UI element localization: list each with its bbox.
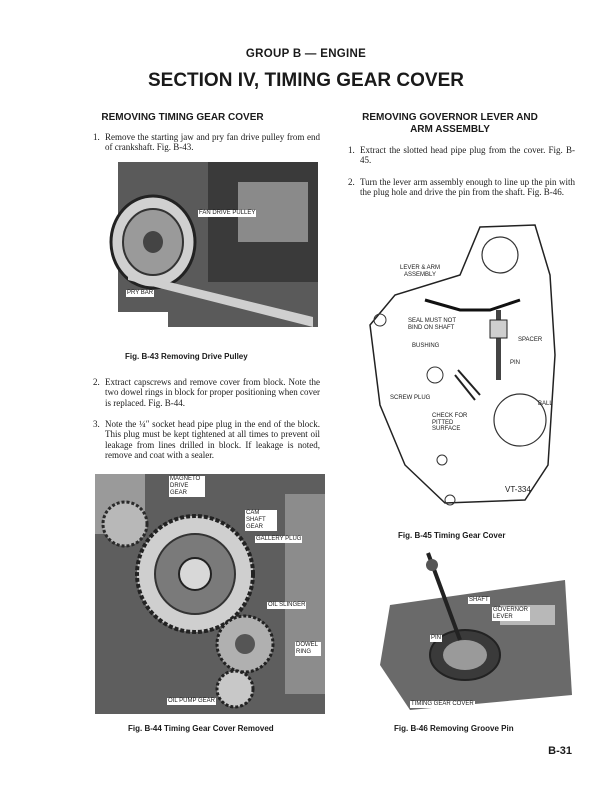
label-pin: PIN: [510, 360, 521, 366]
label-oil-pump-gear: OIL PUMP GEAR: [168, 698, 216, 704]
fig-b44-caption: Fig. B-44 Timing Gear Cover Removed: [128, 724, 274, 733]
step-text: Note the ¼″ socket head pipe plug in the end of the block. This plug must be kept tightened at all times to prevent oil leakage from lines drilled in block. If leakage is noted, remove and coat with a sealer.: [105, 419, 320, 461]
label-bushing: BUSHING: [412, 343, 440, 349]
label-governor-lever: GOVERNOR LEVER: [493, 607, 529, 620]
label-screw-plug: SCREW PLUG: [390, 395, 431, 401]
page-number: B-31: [548, 745, 572, 757]
label-gallery-plug: GALLERY PLUG: [256, 536, 302, 542]
label-magneto-drive-gear: MAGNETO DRIVE GEAR: [169, 476, 205, 497]
label-spacer: SPACER: [518, 337, 543, 343]
section-title: SECTION IV, TIMING GEAR COVER: [147, 70, 464, 91]
fig-b43-photo: [88, 162, 318, 337]
fig-b46-caption: Fig. B-46 Removing Groove Pin: [394, 724, 514, 733]
left-heading: REMOVING TIMING GEAR COVER: [101, 112, 264, 123]
step-text: Extract capscrews and remove cover from block. Note the two dowel rings in block for proper positioning when cover is replaced. Fig. B-44.: [105, 377, 320, 408]
label-cam-shaft-gear: CAM SHAFT GEAR: [245, 510, 277, 531]
label-lever-arm-assembly: LEVER & ARM ASSEMBLY: [399, 265, 440, 278]
fig-b45-caption: Fig. B-45 Timing Gear Cover: [398, 531, 506, 540]
fig-b43-caption: Fig. B-43 Removing Drive Pulley: [125, 352, 248, 361]
left-step-3: [93, 419, 320, 461]
right-step-1: [348, 145, 575, 166]
step-number: 2.: [93, 377, 100, 387]
group-title: GROUP B — ENGINE: [245, 48, 367, 60]
step-text: Remove the starting jaw and pry fan drive pulley from end of crankshaft. Fig. B-43.: [105, 132, 320, 153]
right-heading: REMOVING GOVERNOR LEVER AND ARM ASSEMBLY: [362, 112, 538, 135]
label-check-pitted: CHECK FOR PITTED SURFACE: [432, 413, 468, 432]
label-timing-gear-cover: TIMING GEAR COVER: [411, 701, 474, 707]
label-fan-drive-pulley: FAN DRIVE PULLEY: [199, 210, 256, 216]
step-number: 3.: [93, 419, 100, 429]
label-shaft: SHAFT: [469, 597, 489, 603]
label-pin-46: PIN: [431, 635, 442, 641]
gears-illustration: [95, 474, 325, 714]
left-step-1: [93, 132, 320, 153]
label-ball: BALL: [538, 401, 553, 407]
step-number: 1.: [93, 132, 100, 142]
right-step-2: [348, 177, 575, 198]
groove-pin-illustration: [350, 545, 575, 710]
step-number: 2.: [348, 177, 355, 187]
label-seal: SEAL MUST NOT BIND ON SHAFT: [408, 318, 456, 331]
pulley-illustration: [88, 162, 318, 337]
label-oil-slinger: OIL SLINGER: [268, 602, 306, 608]
step-text: Turn the lever arm assembly enough to line up the pin with the plug hole and drive the pin from the shaft. Fig. B-46.: [360, 177, 575, 198]
label-dowel-ring: DOWEL RING: [295, 642, 321, 656]
left-step-2: [93, 377, 320, 408]
label-pry-bar: PRY BAR: [127, 290, 154, 296]
fig-b46-photo: [350, 545, 575, 710]
cover-drawing: [350, 215, 575, 515]
fig-b44-photo: [95, 474, 325, 714]
label-vt-334: VT-334: [505, 485, 531, 494]
step-number: 1.: [348, 145, 355, 155]
step-text: Extract the slotted head pipe plug from the cover. Fig. B-45.: [360, 145, 575, 166]
fig-b45-drawing: [350, 215, 575, 515]
